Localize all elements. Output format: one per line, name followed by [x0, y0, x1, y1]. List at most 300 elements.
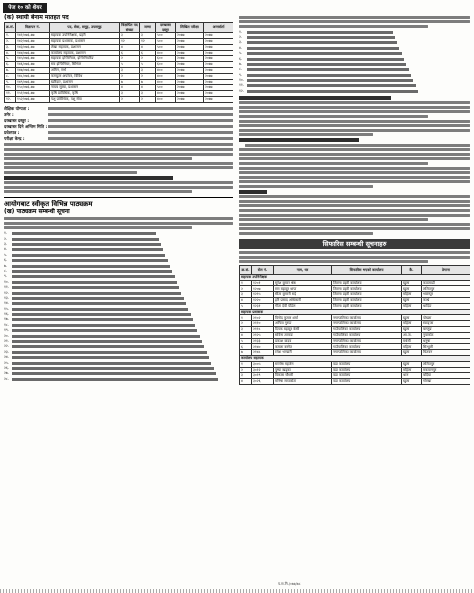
table-cell: २ [140, 56, 156, 62]
table-cell: धादिङ [422, 303, 471, 309]
table-header-cell: पद, सेवा, समूह, उपसमूह [50, 23, 120, 33]
table-cell: २०७७ [176, 50, 204, 56]
table-cell: सुरेश कुमार श्रेष्ठ [274, 280, 332, 286]
table-cell: १५०/०७६-७७ [16, 85, 50, 91]
table-cell: ३ [140, 33, 156, 39]
table-cell: १४६/०७६-७७ [16, 62, 50, 68]
group-label: सहायक प्रशासक [240, 309, 471, 315]
table-cell: ४ [240, 298, 252, 304]
table-cell: २१२५ [252, 332, 274, 338]
table-cell: प्रकाश यादव [274, 338, 332, 344]
table-cell: विकास चौधरी [274, 373, 332, 379]
syllabus-intro [4, 216, 233, 231]
table-cell: १४५/०७६-७७ [16, 56, 50, 62]
table-cell: सहायक उपनिरीक्षक, प्रहरी [50, 33, 120, 39]
item-text [247, 90, 418, 93]
table-cell: ३ [120, 91, 140, 97]
table-cell: २०७७ [204, 50, 234, 56]
item-number: २१. [4, 339, 9, 344]
table-cell: महिला [402, 344, 422, 350]
table-cell: ७ [140, 79, 156, 85]
item-number: ६. [4, 258, 8, 263]
table-cell: ३००५ [252, 361, 274, 367]
table-cell: ४. [5, 50, 16, 56]
vacancy-table [4, 22, 233, 103]
table-cell: ६. [5, 62, 16, 68]
table-cell: सव इन्जिनियर, सिभिल [50, 62, 120, 68]
table-cell: ३०१२ [252, 367, 274, 373]
table-cell: हरि प्रसाद अधिकारी [274, 298, 332, 304]
item-text [247, 63, 406, 66]
table-cell: वडा कार्यालय [332, 379, 402, 385]
item-text [12, 243, 161, 246]
table-cell: महिला [402, 292, 422, 298]
table-cell: नगरपालिका कार्यालय [332, 350, 402, 356]
table-cell: २०७७ [176, 38, 204, 44]
table-cell: वडा कार्यालय [332, 367, 402, 373]
table-cell: कृषि प्राविधिक, कृषि [50, 91, 120, 97]
item-text [247, 84, 416, 87]
table-cell: महिला [402, 321, 422, 327]
table-cell: बर्दिया [422, 373, 471, 379]
table-cell: वडा कार्यालय [332, 361, 402, 367]
table-cell: २०७७ [176, 85, 204, 91]
group-label: सहायक उपनिरीक्षक [240, 274, 471, 280]
table-cell: २०७७ [176, 44, 204, 50]
item-number: ४. [239, 45, 243, 50]
table-cell: २०७७ [176, 62, 204, 68]
table-cell: १४४/०७६-७७ [16, 50, 50, 56]
item-number: २. [4, 236, 8, 241]
requirement-key: दरखास्त दस्तुर : [4, 117, 30, 123]
table-cell: १ [240, 361, 252, 367]
table-cell: १ [240, 315, 252, 321]
item-text [12, 308, 188, 311]
table-cell: ६०० [156, 62, 176, 68]
table-cell: गाउँपालिका कार्यालय [332, 332, 402, 338]
page-tag: पेज १० को शेयर [3, 3, 47, 13]
item-number: १०. [4, 279, 9, 284]
table-cell: जिल्ला प्रहरी कार्यालय [332, 303, 402, 309]
table-cell: गीता देवी पौडेल [274, 303, 332, 309]
table-cell: जिल्ला प्रहरी कार्यालय [332, 280, 402, 286]
table-cell: ७ [240, 350, 252, 356]
item-number: १२. [4, 290, 9, 295]
item-text [12, 297, 184, 300]
table-cell: सीता कुमारी राई [274, 292, 332, 298]
table-cell: पुष्पा खड्का [274, 367, 332, 373]
table-cell: १५२/०७६-७७ [16, 96, 50, 102]
table-cell: लेखा सहायक, प्रशासन [50, 44, 120, 50]
table-cell: २ [140, 96, 156, 102]
item-number: ७. [4, 263, 8, 268]
table-cell: ४ [140, 85, 156, 91]
item-number: १. [239, 29, 243, 34]
table-cell: कमला बस्नेत [274, 344, 332, 350]
item-text [12, 270, 172, 273]
table-cell: सन्तोष महर्जन [274, 361, 332, 367]
table-cell: सहायक प्रशासक, प्रशासन [50, 38, 120, 44]
table-cell: गाउँपालिका कार्यालय [332, 344, 402, 350]
table-cell: ५०० [156, 33, 176, 39]
requirement-list [4, 106, 233, 142]
table-header-cell: क्र.सं. [240, 265, 252, 274]
item-text [247, 36, 395, 39]
table-cell: ५०० [156, 44, 176, 50]
table-cell: १ [240, 280, 252, 286]
table-cell: २१३३ [252, 338, 274, 344]
table-cell: सविना तामाङ [274, 332, 332, 338]
table-cell: आ.ज. [402, 332, 422, 338]
table-cell: राम बहादुर थापा [274, 286, 332, 292]
recommendation-intro [239, 249, 470, 264]
table-header-cell: लिखित परीक्षा [176, 23, 204, 33]
item-text [12, 302, 186, 305]
requirement-text [48, 137, 233, 140]
item-text [247, 79, 413, 82]
table-cell: मधेसी [402, 338, 422, 344]
table-cell: २०७७ [204, 85, 234, 91]
item-number: १३. [4, 295, 9, 300]
table-cell: स्याङ्जा [422, 321, 471, 327]
table-cell: खुला [402, 280, 422, 286]
requirement-text [48, 125, 233, 128]
table-cell: ५ [140, 62, 156, 68]
requirement-key: दरखास्त दिने अन्तिम मिति : [4, 123, 48, 129]
table-cell: २०७७ [176, 67, 204, 73]
table-header-cell: विज्ञापन नं. [16, 23, 50, 33]
footer-rule [0, 589, 474, 593]
requirement-key: शैक्षिक योग्यता : [4, 105, 30, 111]
table-cell: ४०० [156, 73, 176, 79]
item-text [12, 356, 209, 359]
numbered-item [4, 377, 233, 382]
table-cell: १५१/०७६-७७ [16, 91, 50, 97]
item-text [247, 31, 393, 34]
item-text [12, 259, 168, 262]
table-cell: नुवाकोट [422, 332, 471, 338]
item-number: १६. [4, 312, 9, 317]
item-text [247, 47, 399, 50]
table-cell: २ [120, 56, 140, 62]
table-cell: ३ [240, 373, 252, 379]
table-cell: जिल्ला प्रहरी कार्यालय [332, 298, 402, 304]
table-cell: ७ [120, 79, 140, 85]
table-cell: जिल्ला प्रहरी कार्यालय [332, 286, 402, 292]
table-header-cell: नाम, थर [274, 265, 332, 274]
table-cell: ६ [120, 50, 140, 56]
item-number: ९. [4, 274, 8, 279]
table-cell: ४ [120, 44, 140, 50]
item-number: ११. [239, 83, 244, 88]
syllabus-numbered-list [4, 231, 233, 382]
table-cell: महिला [402, 367, 422, 373]
table-cell: १२०१ [252, 280, 274, 286]
table-header-cell: कै. [402, 265, 422, 274]
table-cell: महिला [402, 303, 422, 309]
item-text [12, 367, 214, 370]
table-cell: २०७७ [204, 79, 234, 85]
item-text [12, 232, 156, 235]
table-cell: मनिषा सापकोटा [274, 379, 332, 385]
table-cell: २१०२ [252, 315, 274, 321]
requirement-text [48, 131, 233, 134]
item-text [247, 68, 409, 71]
item-text [12, 345, 204, 348]
table-cell: कम्प्युटर अपरेटर, विविध [50, 73, 120, 79]
item-text [12, 248, 163, 251]
table-cell: ४०० [156, 79, 176, 85]
table-cell: २ [240, 321, 252, 327]
table-cell: रमेश भण्डारी [274, 350, 332, 356]
table-cell: खुला [402, 350, 422, 356]
table-cell: २०७७ [176, 79, 204, 85]
table-cell: ११. [5, 91, 16, 97]
requirement-key: परीक्षा केन्द्र : [4, 135, 25, 141]
table-cell: खुला [402, 379, 422, 385]
table-cell: ३. [5, 44, 16, 50]
item-number: ८. [239, 67, 243, 72]
table-cell: २०७७ [176, 91, 204, 97]
table-cell: थारु [402, 373, 422, 379]
table-header-cell: अन्तर्वार्ता [204, 23, 234, 33]
item-number: १७. [4, 317, 9, 322]
left-column [4, 14, 233, 589]
item-text [12, 372, 216, 375]
table-cell: सहायक इन्जिनियर, इन्जिनियरिङ [50, 56, 120, 62]
table-cell: वडा कार्यालय [332, 373, 402, 379]
table-cell: ५. [5, 56, 16, 62]
table-cell: १४३/०७६-७७ [16, 44, 50, 50]
table-cell: १४९/०७६-७७ [16, 79, 50, 85]
table-cell: अमिन, सर्भे [50, 67, 120, 73]
item-number: ३. [239, 40, 243, 45]
item-number: २२. [4, 344, 9, 349]
item-number: २०. [4, 333, 9, 338]
instruction-numbered-list [239, 29, 470, 94]
table-cell: ६ [240, 344, 252, 350]
table-cell: ४ [140, 44, 156, 50]
table-cell: मकवानपुर [422, 367, 471, 373]
table-cell: ५०० [156, 38, 176, 44]
item-number: ४. [4, 247, 8, 252]
table-cell: ३ [240, 327, 252, 333]
table-cell: ३ [140, 91, 156, 97]
recommendation-table [239, 265, 470, 385]
item-text [12, 292, 181, 295]
table-cell: बाग्लुङ [422, 327, 471, 333]
table-cell: खुला [402, 298, 422, 304]
table-cell: सिन्धुली [422, 344, 471, 350]
item-number: ६. [239, 56, 243, 61]
table-cell: ६०० [156, 56, 176, 62]
table-header-cell: ठेगाना [422, 265, 471, 274]
table-cell: भक्तपुर [422, 292, 471, 298]
table-cell: २०७७ [204, 44, 234, 50]
table-cell: १२१५ [252, 292, 274, 298]
table-cell: १४१/०७६-७७ [16, 33, 50, 39]
table-cell: २०७७ [204, 38, 234, 44]
table-cell: काठमाडौं [422, 280, 471, 286]
table-cell: २०७७ [204, 96, 234, 102]
item-number: २३. [4, 349, 9, 354]
item-text [12, 265, 170, 268]
table-cell: १४२/०७६-७७ [16, 38, 50, 44]
footer-code: प.स.नि./०७७/७८ [278, 582, 301, 586]
item-number: १. [4, 231, 8, 236]
table-cell: २ [240, 367, 252, 373]
item-number: ७. [239, 61, 243, 66]
table-row [240, 379, 471, 385]
table-cell: नगरपालिका कार्यालय [332, 321, 402, 327]
table-cell: खुला [402, 361, 422, 367]
item-number: १२. [239, 88, 244, 93]
table-cell: नगरपालिका कार्यालय [332, 338, 402, 344]
table-cell: नायब सुब्बा, प्रशासन [50, 85, 120, 91]
section-title-syllabus: आयोगबाट स्वीकृत विभिन्न पाठ्यक्रम [4, 199, 93, 208]
table-cell: २ [120, 96, 140, 102]
item-number: २४. [4, 355, 9, 360]
table-cell: २ [240, 286, 252, 292]
item-text [12, 286, 179, 289]
table-cell: २०७७ [204, 67, 234, 73]
item-text [12, 351, 207, 354]
table-cell: ३ [120, 67, 140, 73]
table-cell: १२ [140, 38, 156, 44]
table-cell: चितवन [422, 350, 471, 356]
right-body-paragraphs [239, 94, 470, 236]
table-header-cell: रोल नं. [252, 265, 274, 274]
item-number: २५. [4, 360, 9, 365]
table-cell: २०७७ [204, 62, 234, 68]
table-cell: काभ्रे [422, 298, 471, 304]
table-cell: नगरपालिका कार्यालय [332, 315, 402, 321]
table-cell: ३०१९ [252, 373, 274, 379]
requirement-text [48, 119, 233, 122]
table-cell: ४०० [156, 67, 176, 73]
item-text [12, 335, 200, 338]
item-text [12, 313, 191, 316]
table-cell: ४०० [156, 91, 176, 97]
table-cell: पशु प्राविधिक, पशु सेवा [50, 96, 120, 102]
group-label: कार्यालय सहायक [240, 356, 471, 362]
item-number: ५. [4, 252, 8, 257]
table-cell: ५ [240, 338, 252, 344]
table-cell: १२ [120, 38, 140, 44]
table-cell: गाउँपालिका कार्यालय [332, 327, 402, 333]
table-cell: खुला [402, 327, 422, 333]
item-text [247, 58, 404, 61]
right-intro-paragraph [239, 14, 470, 29]
table-cell: खुला [402, 286, 422, 292]
table-cell: २. [5, 38, 16, 44]
item-number: १०. [239, 78, 244, 83]
item-number: ३. [4, 242, 8, 247]
table-header-cell: सिफारिस भएको कार्यालय [332, 265, 402, 274]
item-number: १९. [4, 328, 9, 333]
table-cell: १४८/०७६-७७ [16, 73, 50, 79]
item-text [247, 41, 397, 44]
table-cell: विनोद कुमार शर्मा [274, 315, 332, 321]
table-cell: २०७७ [176, 56, 204, 62]
table-cell: १४७/०७६-७७ [16, 67, 50, 73]
item-text [12, 324, 195, 327]
item-text [12, 362, 211, 365]
requirement-key: प्रवेशपत्र : [4, 129, 20, 135]
table-header-cell: विज्ञापित पद संख्या [121, 23, 138, 32]
table-cell: २१४० [252, 344, 274, 350]
item-number: १४. [4, 301, 9, 306]
item-number: १५. [4, 306, 9, 311]
table-cell: कार्यालय सहायक, प्रशासन [50, 50, 120, 56]
item-number: २६. [4, 366, 9, 370]
right-column [239, 14, 470, 589]
item-text [12, 275, 175, 278]
table-cell: २०७७ [176, 33, 204, 39]
item-text [12, 329, 197, 332]
table-cell: ६ [140, 50, 156, 56]
table-header-cell: जम्मा [140, 23, 156, 33]
item-text [247, 52, 402, 55]
table-cell: ५ [240, 303, 252, 309]
table-cell: ३ [240, 292, 252, 298]
table-cell: ललितपुर [422, 286, 471, 292]
table-cell: खुला [402, 315, 422, 321]
table-cell: ४ [120, 85, 140, 91]
requirement-key: उमेर : [4, 111, 14, 117]
item-text [247, 74, 411, 77]
table-cell: ७. [5, 67, 16, 73]
table-cell: दिपक बहादुर केसी [274, 327, 332, 333]
table-cell: ३ [120, 33, 140, 39]
item-text [12, 238, 159, 241]
table-cell: २ [140, 73, 156, 79]
recommendation-notice-title: सिफारिस सम्बन्धी सूचनाहरु [239, 239, 470, 249]
table-cell: ९. [5, 79, 16, 85]
section-subtitle-syllabus: (ख) पाठ्यक्रम सम्बन्धी सूचना [4, 207, 70, 215]
table-cell: ८. [5, 73, 16, 79]
table-cell: ३ [140, 67, 156, 73]
table-cell: २०७७ [176, 96, 204, 102]
table-cell: ५ [120, 62, 140, 68]
item-number: २७. [4, 371, 9, 376]
table-cell: पोखरा [422, 315, 471, 321]
table-cell: ४०० [156, 96, 176, 102]
item-text [12, 281, 177, 284]
table-cell: १२३१ [252, 303, 274, 309]
table-cell: १. [5, 33, 16, 39]
table-cell: २०७७ [204, 33, 234, 39]
instruction-paragraph [4, 142, 233, 195]
table-header-cell: दरखास्त दस्तुर [156, 23, 176, 33]
table-cell: १२२० [252, 298, 274, 304]
item-number: ९. [239, 72, 243, 77]
table-cell: ५०० [156, 85, 176, 91]
item-text [12, 254, 165, 257]
requirement-text [48, 107, 233, 110]
table-cell: अनिता गुरुङ [274, 321, 332, 327]
item-number: २८. [4, 376, 9, 381]
item-text [12, 318, 193, 321]
table-cell: ३०२६ [252, 379, 274, 385]
table-cell: २०७७ [176, 73, 204, 79]
table-cell: गोरखा [422, 379, 471, 385]
item-number: ५. [239, 51, 243, 56]
table-header-cell: क्र.सं. [5, 23, 16, 33]
table-cell: १२०७ [252, 286, 274, 292]
table-cell: २११८ [252, 327, 274, 333]
table-cell: २०७७ [204, 91, 234, 97]
